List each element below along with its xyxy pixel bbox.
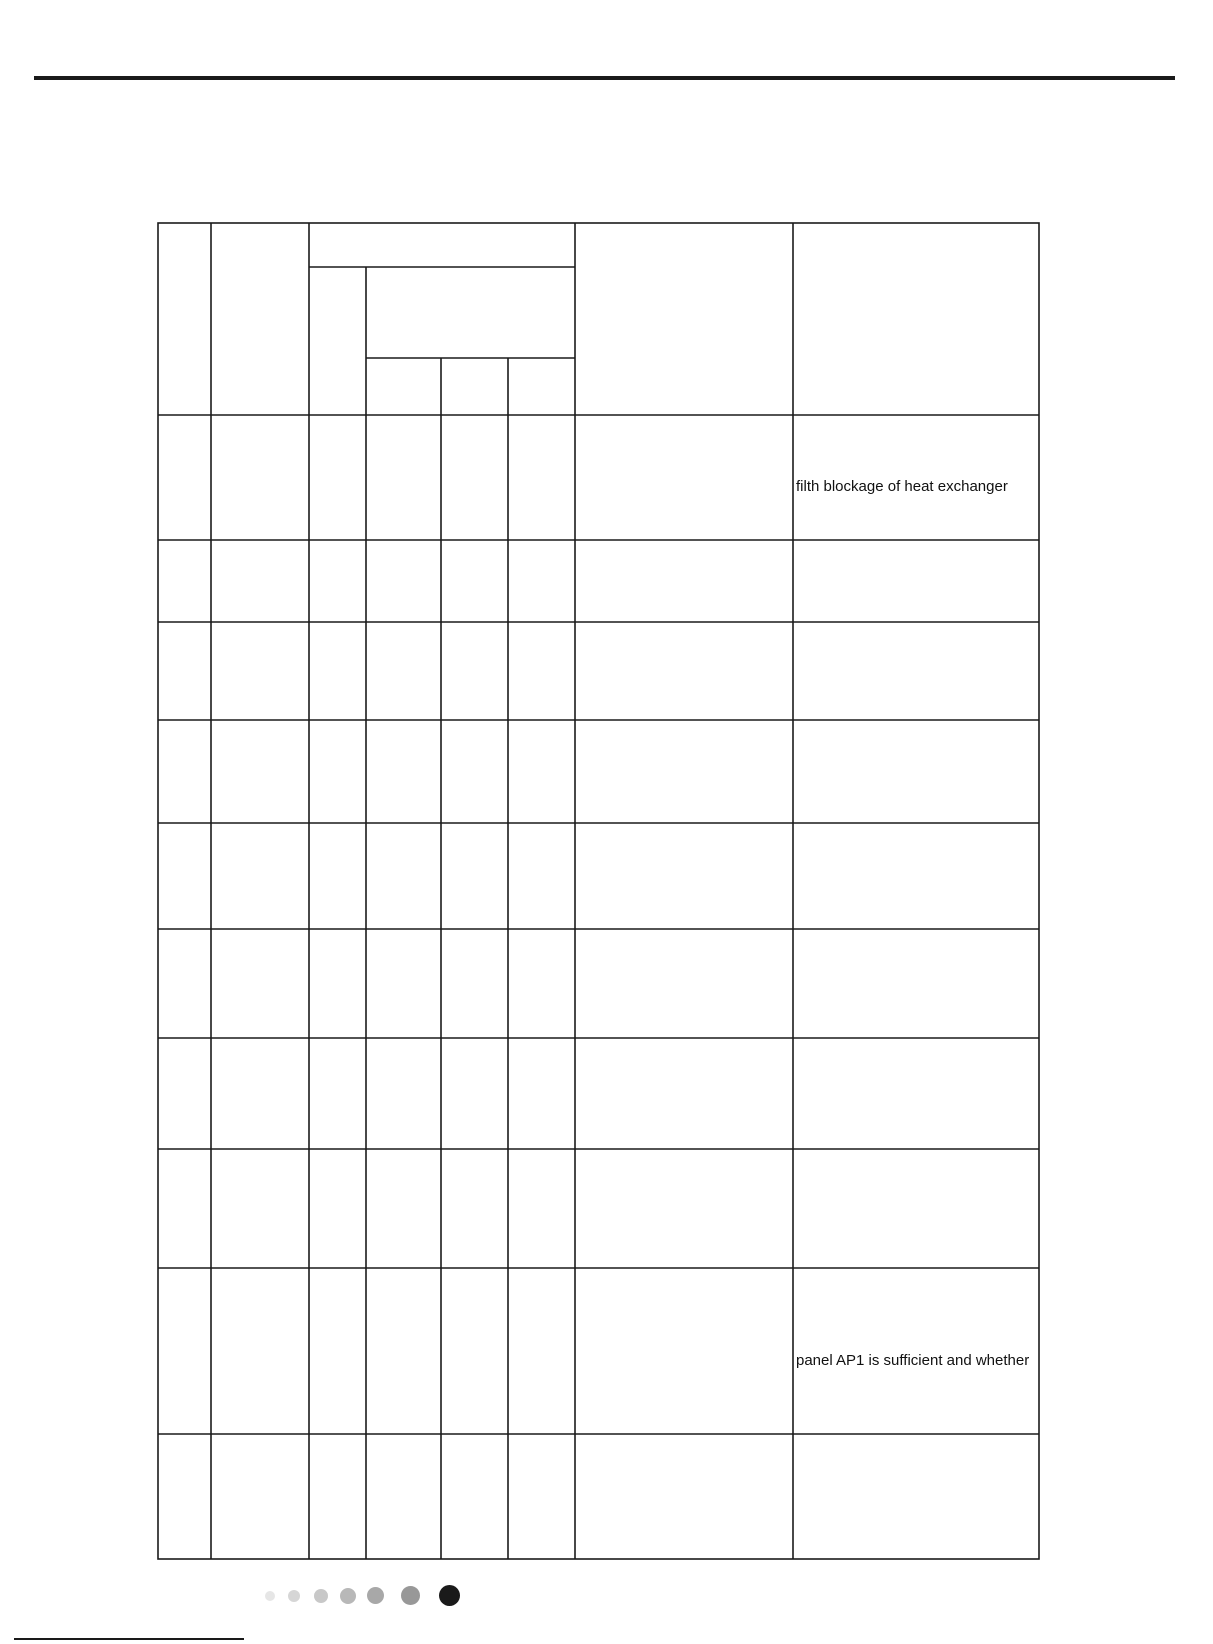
footer-rule bbox=[14, 1638, 244, 1640]
footer-dot bbox=[288, 1590, 300, 1602]
footer-dot bbox=[340, 1588, 356, 1604]
row-1-description: filth blockage of heat exchanger bbox=[796, 478, 1008, 495]
footer-dot bbox=[367, 1587, 384, 1604]
footer-dot bbox=[265, 1591, 275, 1601]
footer-dot bbox=[314, 1589, 328, 1603]
footer-dot bbox=[401, 1586, 420, 1605]
footer-dot bbox=[439, 1585, 460, 1606]
row-9-description: panel AP1 is sufficient and whether bbox=[796, 1352, 1030, 1369]
